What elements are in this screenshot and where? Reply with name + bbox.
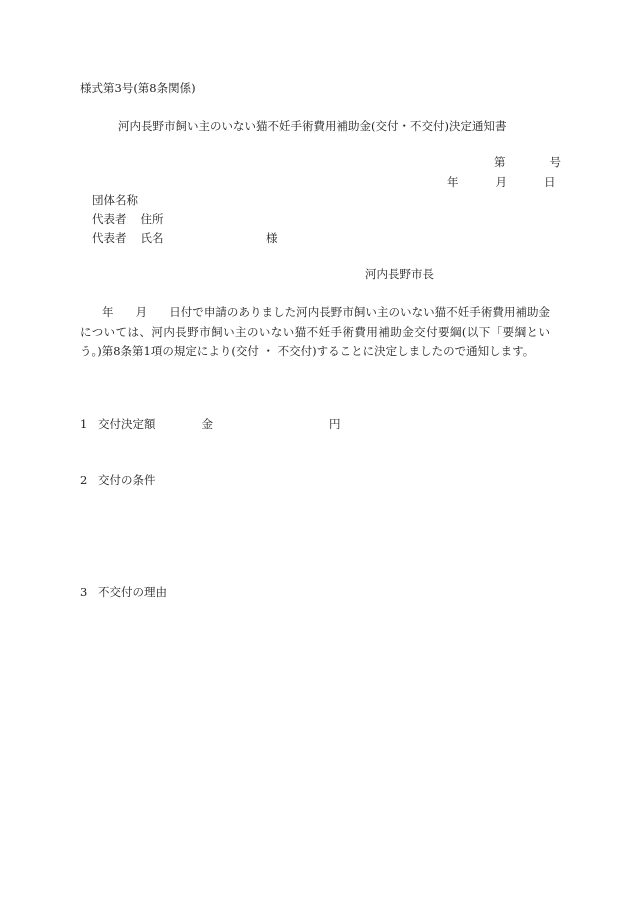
document-number-prefix: 第 <box>494 155 506 169</box>
name-label: 氏名 <box>140 231 164 245</box>
item-label: 不交付の理由 <box>98 585 167 599</box>
body-text: 日付で申請のありました河内長野市飼い主のいない猫不妊手術費用補助金については、河内長野市飼い主のいない猫不妊手術費用補助金交付要綱(以下「要綱という。)第8条第1項の規定により(交付 ・ 不交付)することに決定しましたので通知します。 <box>80 305 551 358</box>
amount-label: 金 <box>201 417 213 431</box>
document-title: 河内長野市飼い主のいない猫不妊手術費用補助金(交付・不交付)決定通知書 <box>118 119 507 133</box>
item-number: 3 <box>80 585 88 599</box>
document-date <box>447 174 556 190</box>
form-number: 様式第3号(第8条関係) <box>80 81 196 95</box>
item-number: 2 <box>80 473 88 487</box>
notice-body <box>80 303 550 362</box>
document-number <box>494 154 561 170</box>
body-month: 月 <box>135 305 148 319</box>
item-non-grant-reason <box>80 584 167 600</box>
item-number: 1 <box>80 417 88 431</box>
organization-name-label: 団体名称 <box>92 193 138 207</box>
item-grant-amount <box>80 416 341 432</box>
item-label: 交付決定額 <box>98 417 156 431</box>
representative-name <box>92 230 278 246</box>
representative-address <box>92 211 164 227</box>
address-label: 住所 <box>140 212 164 226</box>
representative-label-2: 代表者 <box>92 231 127 245</box>
body-year: 年 <box>102 305 114 319</box>
document-number-suffix: 号 <box>549 155 561 169</box>
date-day: 日 <box>544 175 556 189</box>
issuer: 河内長野市長 <box>365 267 434 281</box>
representative-label: 代表者 <box>92 212 127 226</box>
item-label: 交付の条件 <box>98 473 156 487</box>
item-grant-conditions <box>80 472 156 488</box>
date-month: 月 <box>495 175 507 189</box>
amount-unit: 円 <box>329 417 341 431</box>
honorific: 様 <box>266 231 278 245</box>
date-year: 年 <box>447 175 459 189</box>
